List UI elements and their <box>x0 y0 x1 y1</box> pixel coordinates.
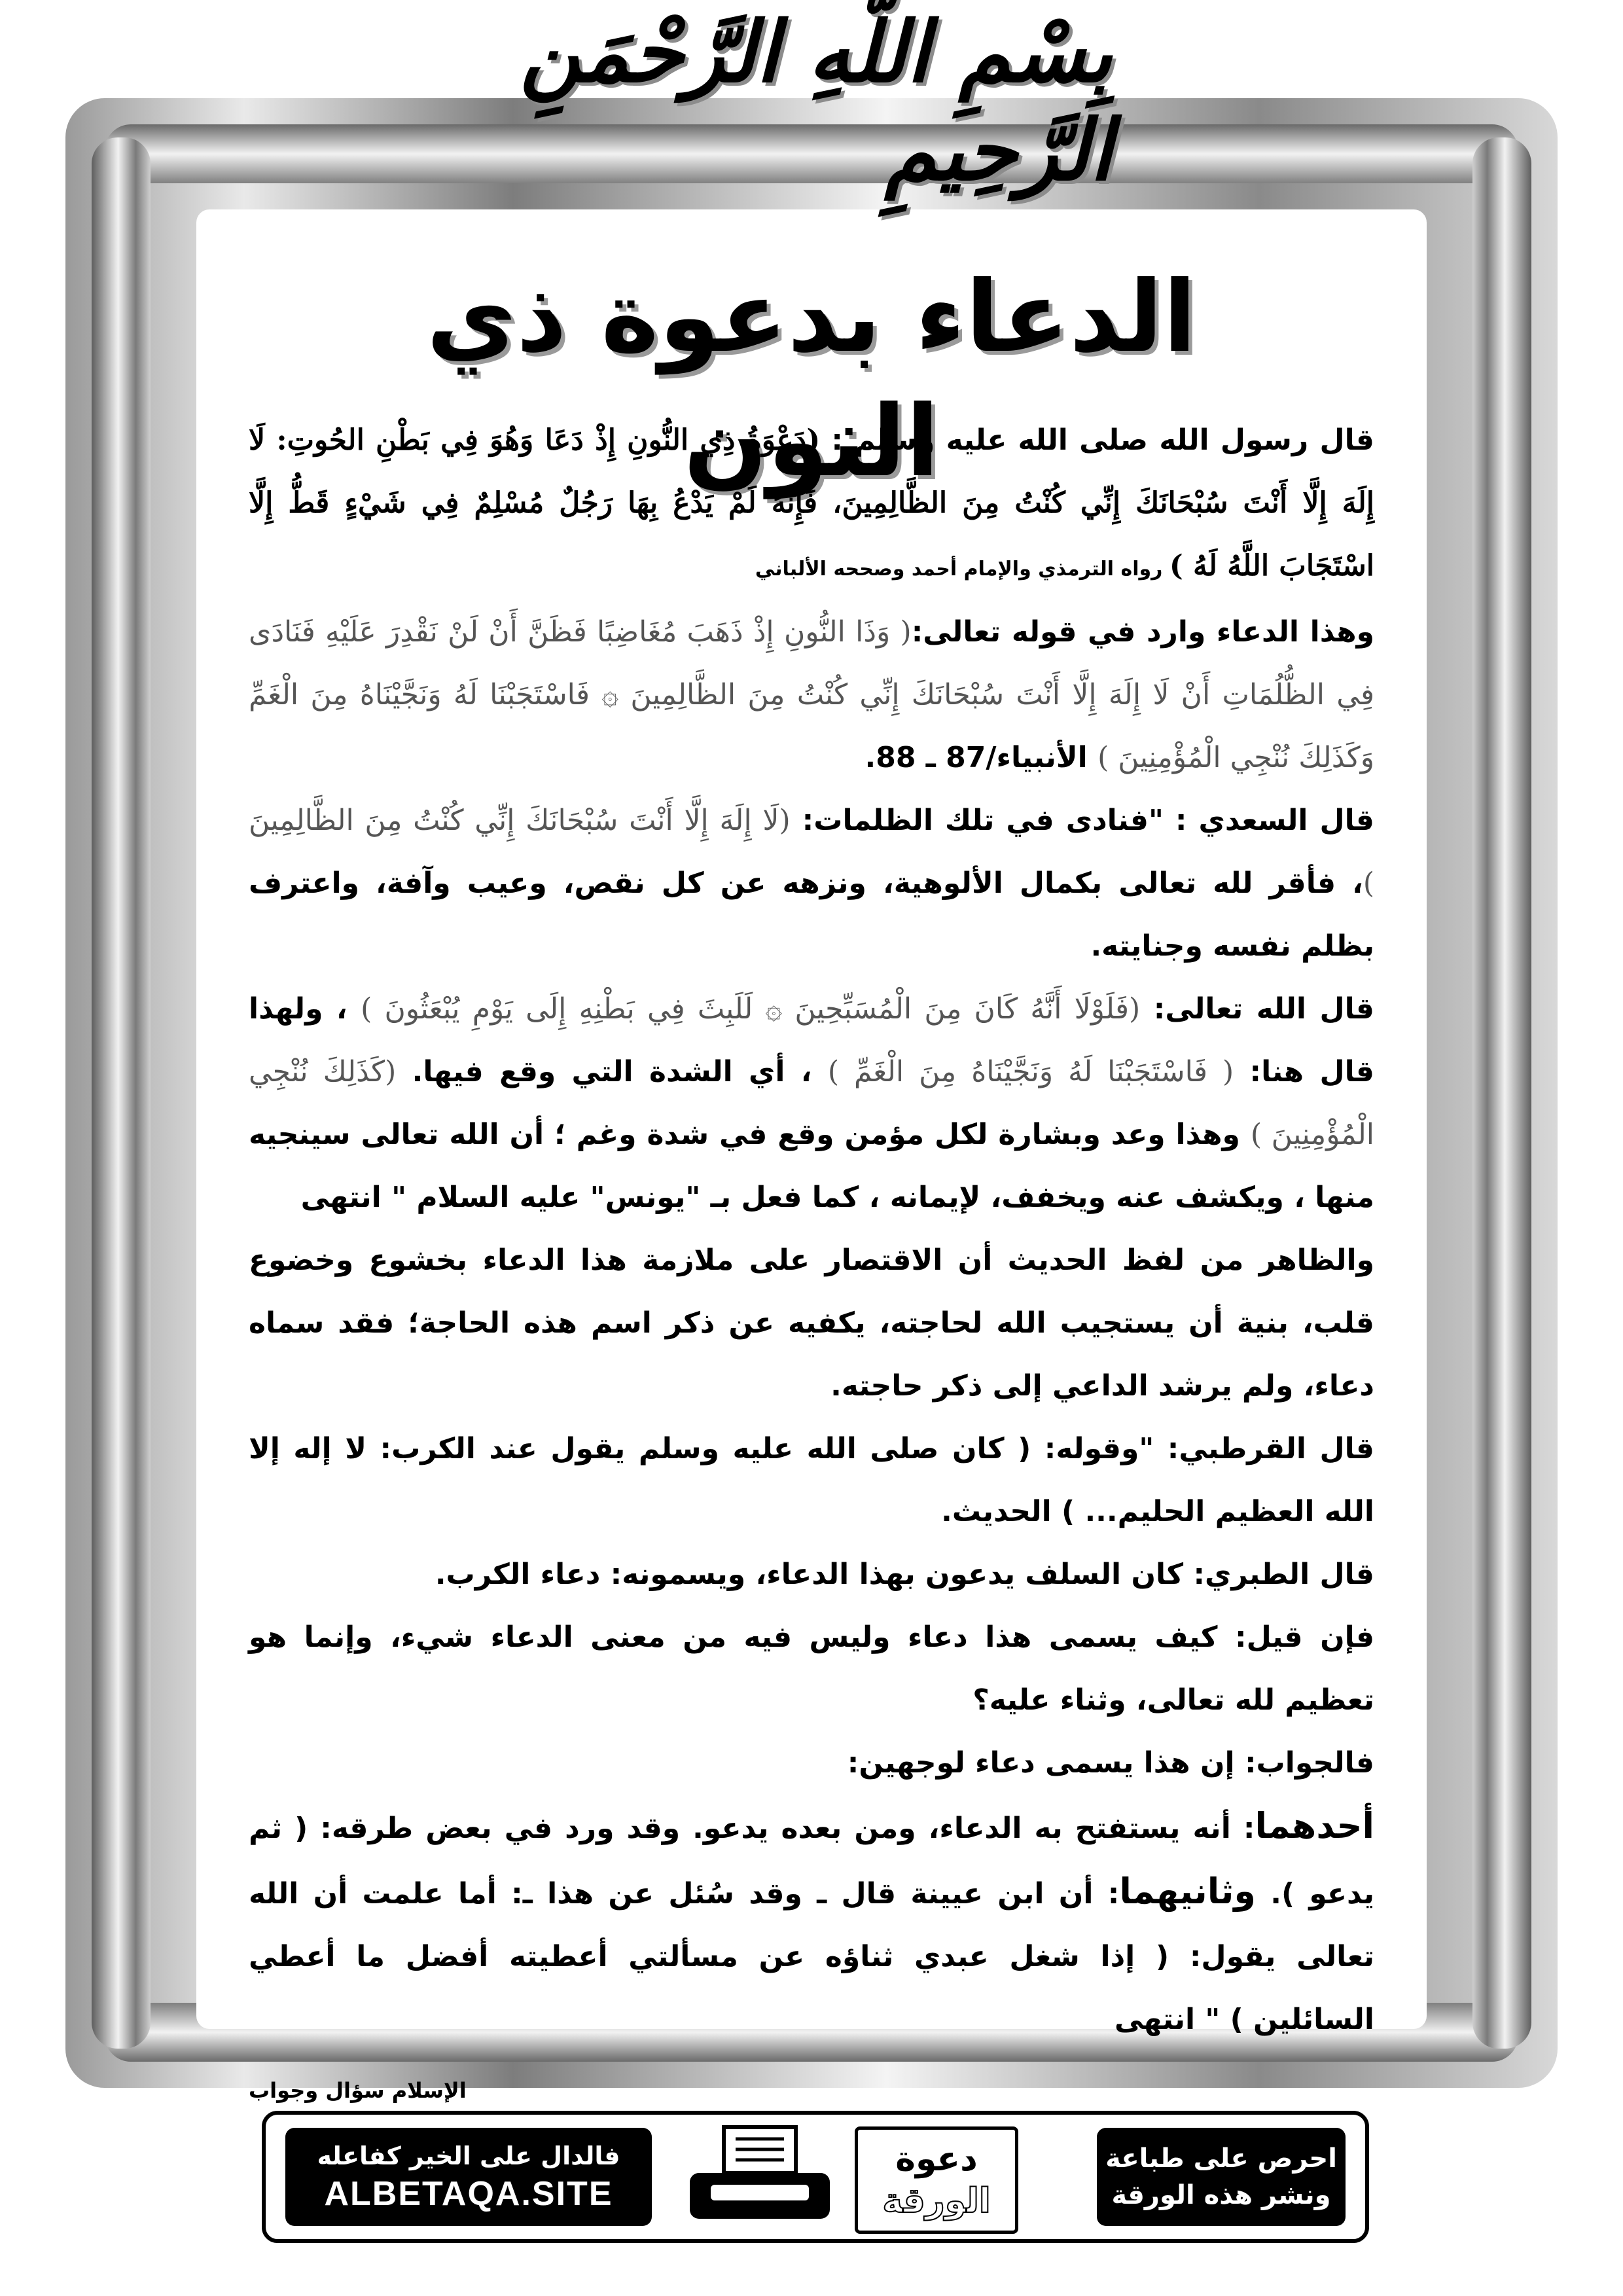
tabari-text: كان السلف يدعون بهذا الدعاء، ويسمونه: دعاء الكرب. <box>435 1558 1184 1591</box>
verse-nunji: (كَذَلِكَ نُنْجِي الْمُؤْمِنِينَ ) <box>249 1055 1374 1151</box>
paragraph-question <box>249 1606 1374 1732</box>
footer-print-box <box>1097 2128 1346 2226</box>
quran-intro: وهذا الدعاء وارد في قوله تعالى: <box>911 615 1374 649</box>
footer-site-box <box>285 2128 652 2226</box>
second-reason-text: : أن ابن عيينة قال ـ وقد سُئل عن هذا ـ: أما علمت أن الله تعالى يقول: ( إذا شغل عبدي ثناؤه عن مسألتي أعطيته أفضل ما أعطي السائلين ) " انتهى <box>249 1877 1374 2036</box>
source-attribution: الإسلام سؤال وجواب <box>249 2078 467 2103</box>
paragraph-saadi <box>249 789 1374 978</box>
question-intro: فإن قيل: <box>1217 1621 1374 1654</box>
logo-word-dawa: دعوة <box>895 2140 978 2179</box>
answer-text: إن هذا يسمى دعاء لوجهين: <box>847 1746 1235 1780</box>
saadi-intro: قال السعدي : "فنادى في تلك الظلمات: <box>790 804 1374 837</box>
paragraph-allah-said <box>249 978 1374 1229</box>
allah-said-intro: قال الله تعالى: <box>1140 992 1374 1026</box>
dawa-warqa-logo <box>855 2126 1018 2234</box>
saadi-commentary: ، فأقر لله تعالى بكمال الألوهية، ونزهه عن كل نقص، وعيب وآفة، واعترف بظلم نفسه وجنايته. <box>249 867 1374 963</box>
paragraph-answer <box>249 1732 1374 1795</box>
question-text: كيف يسمى هذا دعاء وليس فيه من معنى الدعاء شيء، وإنما هو تعظيم لله تعالى، وثناء عليه؟ <box>249 1621 1374 1717</box>
footer-banner <box>262 2111 1369 2243</box>
meaning-hardship: ، أي الشدة التي وقع فيها. <box>396 1055 828 1088</box>
footer-tagline: فالدال على الخير كفاعله <box>317 2142 620 2170</box>
paragraph-qurtubi <box>249 1418 1374 1543</box>
basmala-calligraphy: بِسْمِ اللَّهِ الرَّحْمَنِ الرَّحِيمِ <box>520 3 1113 200</box>
promise-text: وهذا وعد وبشارة لكل مؤمن وقع في شدة وغم ؛ أن الله تعالى سينجيه منها ، ويكشف عنه ويخفف، لإيمانه ، كما فعل بـ "يونس" عليه السلام " انتهى <box>249 1118 1374 1214</box>
paragraph-quran-ref <box>249 601 1374 789</box>
paragraph-apparent: والظاهر من لفظ الحديث أن الاقتصار على ملازمة هذا الدعاء بخشوع وخضوع قلب، بنية أن يستجيب الله لحاجته، يكفيه عن ذكر اسم هذه الحاجة؛ فقد سماه دعاء، ولم يرشد الداعي إلى ذكر حاجته. <box>249 1244 1374 1403</box>
frame-left-bar <box>92 137 151 2049</box>
hadith-intro: قال رسول الله صلى الله عليه وسلم : <box>820 423 1374 457</box>
print-line-2: ونشر هذه الورقة <box>1111 2180 1331 2210</box>
print-line-1: احرص على طباعة <box>1105 2144 1337 2174</box>
answer-intro: فالجواب: <box>1234 1746 1374 1780</box>
qurtubi-intro: قال القرطبي: <box>1154 1432 1374 1465</box>
page-title: الدعاء بدعوة ذي النون <box>426 260 1197 499</box>
quran-reference: الأنبياء/87 ـ 88. <box>865 741 1098 774</box>
paragraph-two-reasons <box>249 1795 1374 2051</box>
frame-right-bar <box>1472 137 1531 2049</box>
footer-site-link[interactable]: ALBETAQA.SITE <box>324 2175 613 2213</box>
second-reason-label: وثانيهما <box>1119 1871 1256 1912</box>
paragraph-hadith <box>249 409 1374 601</box>
first-reason-label: أحدهما <box>1255 1805 1374 1846</box>
quran-verse-anbiya: ( وَذَا النُّونِ إِذْ ذَهَبَ مُغَاضِبًا فَظَنَّ أَنْ لَنْ نَقْدِرَ عَلَيْهِ فَنَادَى فِي الظُّلُمَاتِ أَنْ لَا إِلَهَ إِلَّا أَنْتَ سُبْحَانَكَ إِنِّي كُنْتُ مِنَ الظَّالِمِينَ ۞ فَاسْتَجَبْنَا لَهُ وَنَجَّيْنَاهُ مِنَ الْغَمِّ وَكَذَلِكَ نُنْجِي الْمُؤْمِنِينَ ) <box>249 615 1374 774</box>
first-reason-text: : أنه يستفتح به الدعاء، ومن بعده يدعو. وقد ورد في بعض طرقه: ( ثم يدعو ). <box>249 1812 1374 1910</box>
qurtubi-text: "وقوله: ( كان صلى الله عليه وسلم يقول عند الكرب: لا إله إلا الله العظيم الحليم... ) الحديث. <box>249 1432 1374 1528</box>
hence-said: ، ولهذا قال هنا: <box>249 992 1374 1088</box>
printer-icon <box>685 2125 835 2229</box>
paragraph-tabari <box>249 1543 1374 1606</box>
tabari-intro: قال الطبري: <box>1183 1558 1374 1591</box>
saadi-verse: (لَا إِلَهَ إِلَّا أَنْتَ سُبْحَانَكَ إِنِّي كُنْتُ مِنَ الظَّالِمِينَ ) <box>249 804 1374 900</box>
hadith-text: (دَعْوَةُ ذِي النُّونِ إِذْ دَعَا وَهُوَ فِي بَطْنِ الحُوتِ: لَا إِلَهَ إِلَّا أَنْتَ سُبْحَانَكَ إِنِّي كُنْتُ مِنَ الظَّالِمِينَ، فَإِنَّهُ لَمْ يَدْعُ بِهَا رَجُلٌ مُسْلِمٌ فِي شَيْءٍ قَطُّ إِلَّا اسْتَجَابَ اللَّهُ لَهُ ) <box>249 423 1374 583</box>
article-body <box>249 409 1374 2051</box>
hadith-source-note: رواه الترمذي والإمام أحمد وصححه الألباني <box>755 558 1169 581</box>
logo-word-warqa: الورقة <box>882 2181 991 2221</box>
verse-istajabna: ( فَاسْتَجَبْنَا لَهُ وَنَجَّيْنَاهُ مِنَ الْغَمِّ ) <box>827 1055 1234 1088</box>
verse-musabbihin: (فَلَوْلَا أَنَّهُ كَانَ مِنَ الْمُسَبِّحِينَ ۞ لَلَبِثَ فِي بَطْنِهِ إِلَى يَوْمِ يُبْعَثُونَ ) <box>361 992 1141 1026</box>
